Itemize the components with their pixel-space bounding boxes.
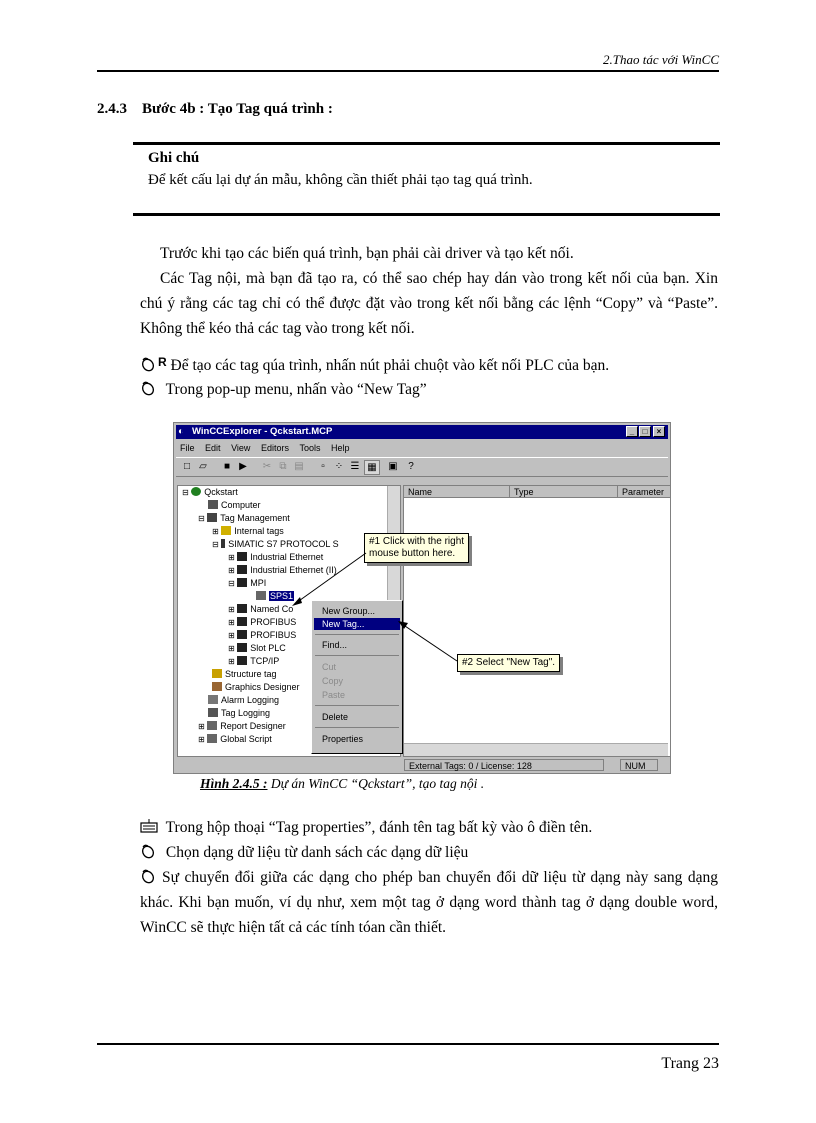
tree-item[interactable]: ⊟ MPI <box>228 578 267 588</box>
section-number: 2.4.3 <box>97 101 127 117</box>
small-icons-icon[interactable]: ⁘ <box>334 461 344 472</box>
menu-paste[interactable]: Paste <box>322 690 346 700</box>
tree-item[interactable]: ⊞ Industrial Ethernet <box>228 552 324 562</box>
cut-icon[interactable]: ✂ <box>262 461 272 472</box>
callout-1-line-2: mouse button here. <box>369 548 456 559</box>
mouse-icon <box>140 356 158 372</box>
window-title: WinCCExplorer - Qckstart.MCP <box>192 426 333 437</box>
status-num: NUM <box>620 759 658 771</box>
menu-delete[interactable]: Delete <box>322 712 349 722</box>
intro-p1: Trước khi tạo các biến quá trình, bạn phải cài driver và tạo kết nối. <box>160 245 574 262</box>
tree-item[interactable]: ⊞ Global Script <box>198 734 272 744</box>
tree-item[interactable]: Tag Logging <box>208 707 270 720</box>
figure-caption <box>200 776 484 792</box>
tree-item[interactable]: ⊞ Report Designer <box>198 721 286 731</box>
list-icon[interactable]: ☰ <box>350 461 360 472</box>
minimize-icon[interactable]: _ <box>626 426 638 437</box>
wincc-explorer-screenshot <box>173 422 671 774</box>
note-text: Để kết cấu lại dự án mẫu, không cần thiết phải tạo tag quá trình. <box>148 172 533 188</box>
step-4 <box>140 843 468 862</box>
tree-item[interactable]: ⊞ PROFIBUS <box>228 630 297 640</box>
menu-find[interactable]: Find... <box>322 640 348 650</box>
close-icon[interactable]: × <box>653 426 665 437</box>
menu-editors[interactable]: Editors <box>260 443 289 453</box>
tree-item[interactable]: Computer <box>208 499 261 512</box>
callout-2: #2 Select "New Tag". <box>457 654 560 672</box>
step-2-text: Trong pop-up menu, nhấn vào “New Tag” <box>165 381 427 398</box>
intro-p2: Các Tag nội, mà bạn đã tạo ra, có thể sao chép hay dán vào trong kết nối của bạn. Xin chú ý rằng các tag chỉ có thể được đặt vào trong kết nối bằng các lệnh “Copy” và “Paste”. Không thể kéo thả các tag vào trong kết nối. <box>140 270 718 337</box>
step-1-text: Để tạo các tag qúa trình, nhấn nút phải chuột vào kết nối PLC của bạn. <box>170 357 610 374</box>
intro-paragraphs <box>140 241 718 341</box>
column-name[interactable]: Name <box>404 486 510 498</box>
stop-icon[interactable]: ■ <box>223 461 231 472</box>
app-icon: ◐ <box>178 426 184 437</box>
maximize-icon[interactable]: □ <box>639 426 651 437</box>
step-1 <box>140 355 609 375</box>
tree-item[interactable]: ⊟ SIMATIC S7 PROTOCOL S <box>212 539 339 549</box>
menu-cut[interactable]: Cut <box>322 662 337 672</box>
open-icon[interactable]: ▱ <box>199 461 207 472</box>
menu-new-tag[interactable]: New Tag... <box>314 618 400 630</box>
section-title: Bước 4b : Tạo Tag quá trình : <box>142 101 333 117</box>
menu-view[interactable]: View <box>231 443 251 453</box>
callout-arrows <box>174 423 672 775</box>
header-rule <box>97 70 719 72</box>
mouse-icon <box>140 868 158 884</box>
tree-item[interactable]: ⊞ TCP/IP <box>228 656 280 666</box>
caption-text: Dự án WinCC “Qckstart”, tạo tag nội . <box>267 776 485 791</box>
help-icon[interactable]: ? <box>408 461 414 472</box>
note-bottom-rule <box>133 213 720 216</box>
new-icon[interactable]: □ <box>183 461 191 472</box>
note-top-rule <box>133 142 720 145</box>
step-3 <box>140 818 592 837</box>
tree-item[interactable]: Graphics Designer <box>212 681 300 694</box>
menu-edit[interactable]: Edit <box>205 443 221 453</box>
tree-item[interactable]: ⊞ PROFIBUS <box>228 617 297 627</box>
tree-item[interactable]: ⊟ Tag Management <box>198 513 290 523</box>
running-header: 2.Thao tác với WinCC <box>603 52 719 67</box>
copy-icon[interactable]: ⧉ <box>279 461 287 472</box>
footer-rule <box>97 1043 719 1045</box>
details-icon[interactable]: ▦ <box>364 460 380 475</box>
menu-file[interactable]: File <box>180 443 195 453</box>
step-5 <box>140 865 718 940</box>
step-5-text: Sự chuyển đổi giữa các dạng cho phép ban chuyển đổi dữ liệu từ dạng này sang dạng khác. Khi bạn muốn, ví dụ như, xem một tag ở dạng word thành tag ở dạng double word, WinCC sẽ thực hiện tất cả các tính tóan cần thiết. <box>140 869 718 936</box>
paste-icon[interactable]: ▤ <box>294 461 304 472</box>
menu-help[interactable]: Help <box>331 443 350 453</box>
keyboard-icon <box>140 818 158 834</box>
note-title: Ghi chú <box>148 150 200 166</box>
large-icons-icon[interactable]: ▫ <box>321 461 325 472</box>
column-parameter[interactable]: Parameter <box>618 486 671 498</box>
mouse-icon <box>140 380 158 396</box>
tree-item-selected[interactable]: SPS1 <box>256 590 294 603</box>
step-2 <box>140 380 427 399</box>
step-4-text: Chọn dạng dữ liệu từ danh sách các dạng dữ liệu <box>165 844 469 861</box>
step-3-text: Trong hộp thoại “Tag properties”, đánh tên tag bất kỳ vào ô điền tên. <box>165 819 593 836</box>
callout-1-line-1: #1 Click with the right <box>369 536 465 547</box>
menu-new-group[interactable]: New Group... <box>322 606 376 616</box>
caption-label: Hình 2.4.5 : <box>200 776 268 791</box>
mouse-icon <box>140 843 158 859</box>
properties-icon[interactable]: ▣ <box>388 461 398 472</box>
tree-item[interactable]: Structure tag <box>212 668 277 681</box>
column-type[interactable]: Type <box>510 486 618 498</box>
run-icon[interactable]: ▶ <box>239 461 247 472</box>
tree-item[interactable]: ⊞ Slot PLC <box>228 643 286 653</box>
tree-item[interactable]: ⊞ Named Co <box>228 604 294 614</box>
status-text: External Tags: 0 / License: 128 <box>404 759 604 771</box>
tree-item[interactable]: ⊟ Qckstart <box>182 487 238 497</box>
section-heading <box>97 101 333 118</box>
page-number: Trang 23 <box>661 1055 719 1072</box>
tree-item[interactable]: ⊞ Internal tags <box>212 526 284 536</box>
menu-properties[interactable]: Properties <box>322 734 364 744</box>
tree-item[interactable]: ⊞ Industrial Ethernet (II) <box>228 565 337 575</box>
menu-tools[interactable]: Tools <box>299 443 321 453</box>
tree-item[interactable]: Alarm Logging <box>208 694 279 707</box>
step-1-marker: R <box>158 355 167 369</box>
menu-copy[interactable]: Copy <box>322 676 344 686</box>
